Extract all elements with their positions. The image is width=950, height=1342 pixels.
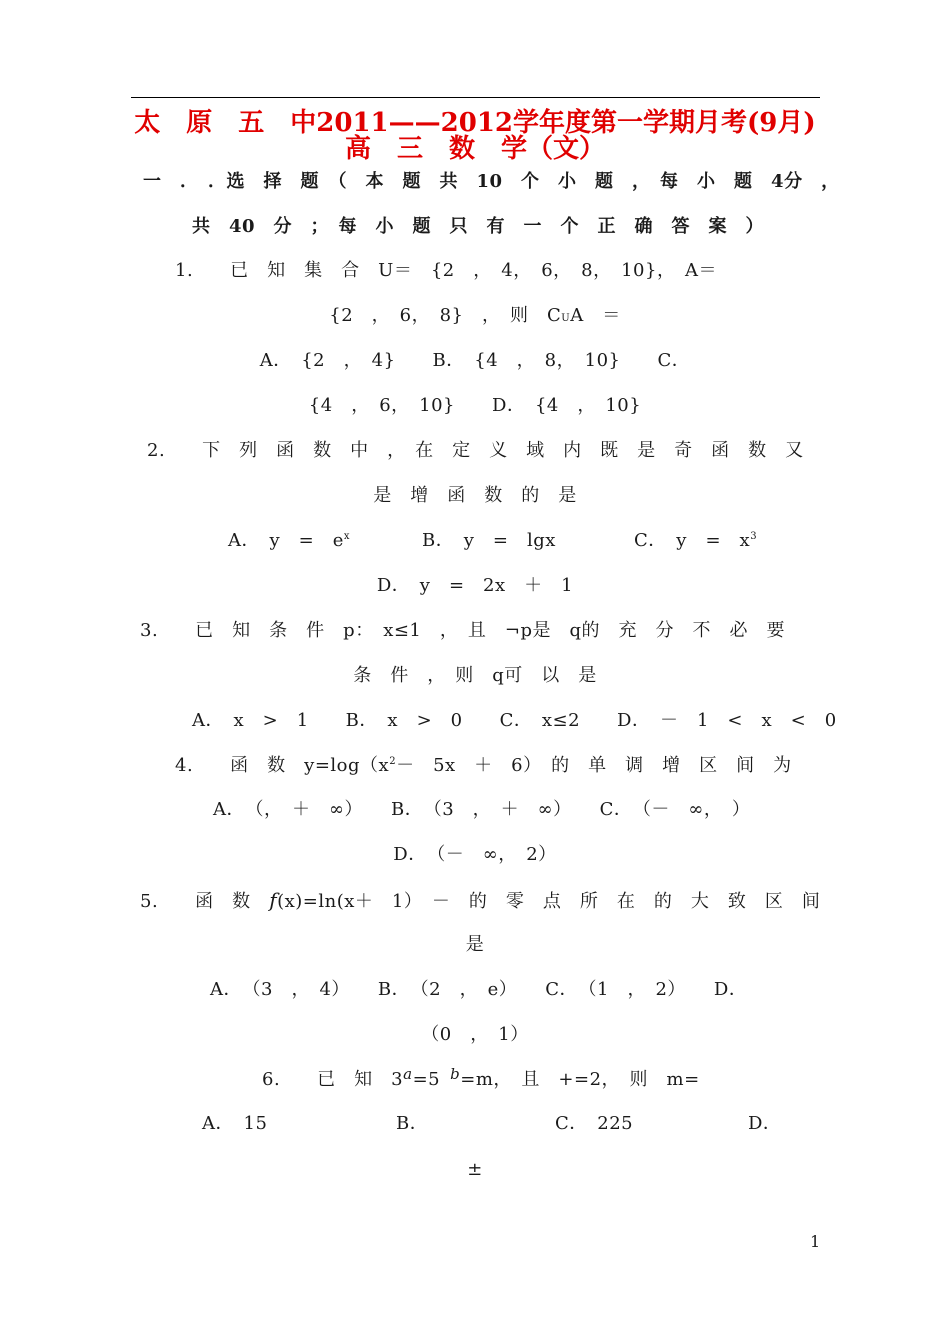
q6-option-a: A． 15 (202, 1113, 268, 1134)
q2-stem-line-1: 2. 下 列 函 数 中 ， 在 定 义 域 内 既 是 奇 函 数 又 (147, 440, 804, 461)
q1-stem-line-2: {2 ， 6， 8} ， 则 CUA ＝ (329, 305, 621, 326)
q1-stem-line-1: 1. 已 知 集 合 U＝ {2 ， 4， 6， 8， 10}， A＝ (175, 260, 717, 281)
q6-option-d-line-2: ± (467, 1159, 483, 1180)
q4-options-line-1: A． （， ＋ ∞） B． （3 ， ＋ ∞） C． （－ ∞， ） (213, 799, 751, 820)
q5-options-line-1: A． （3 ， 4） B． （2 ， e） C． （1 ， 2） D． (210, 979, 748, 1000)
q2-option-b: B． y = lgx (422, 530, 556, 551)
q4-stem: 4. 函 数 $y=\log(x^2-$ 5x ＋ 6） 的 单 调 增 区 间 为 (175, 755, 792, 776)
q6-stem: 6. 已 知 $3^a=5$ $^b$=m， 且 +=2， 则 m= (262, 1065, 700, 1090)
q3-options: A． x > 1 B． x > 0 C． x≤2 D． － 1 < x < 0 (192, 710, 837, 731)
section-heading-line-1: 一 ． ．选 择 题 （ 本 题 共 10 个 小 题 ， 每 小 题 4分 ， (143, 171, 840, 192)
q5-stem-line-1: 5. 函 数 f(x)=ln(x＋ 1） － 的 零 点 所 在 的 大 致 区 间 (140, 888, 821, 912)
q2-option-c: C． y = $x^3$ (634, 530, 758, 551)
title-line-1: 太 原 五 中2011——2012学年度第一学期月考(9月) (134, 108, 816, 138)
q2-option-d: D． y = 2x ＋ 1 (376, 575, 574, 596)
page-number: 1 (810, 1232, 821, 1251)
q6-option-d: D． (748, 1113, 782, 1134)
q2-stem-line-2: 是 增 函 数 的 是 (373, 485, 577, 506)
q5-stem-line-2: 是 (465, 934, 485, 955)
complement-subscript: U (561, 313, 571, 324)
title-line-2: 高 三 数 学（文） (344, 134, 605, 164)
q4-options-line-2: D． （－ ∞， 2） (393, 844, 557, 865)
q5-options-line-2: （0 ， 1） (421, 1024, 529, 1045)
q6-option-c: C． 225 (555, 1113, 634, 1134)
q6-option-b: B． (396, 1113, 429, 1134)
q3-stem-line-1: 3. 已 知 条 件 p： x≤1 ， 且 ¬p是 q的 充 分 不 必 要 (140, 620, 786, 641)
section-heading-line-2: 共 40 分 ； 每 小 题 只 有 一 个 正 确 答 案 ） (192, 216, 765, 237)
q1-options-line-1: A． {2 ， 4} B． {4 ， 8， 10} C． (259, 350, 691, 371)
q3-stem-line-2: 条 件 ， 则 q可 以 是 (353, 665, 597, 686)
header-rule (131, 97, 820, 98)
q2-option-a: A． y = $e^x$ (228, 530, 351, 551)
q1-options-line-2: {4 ， 6， 10} D． {4 ， 10} (308, 395, 642, 416)
